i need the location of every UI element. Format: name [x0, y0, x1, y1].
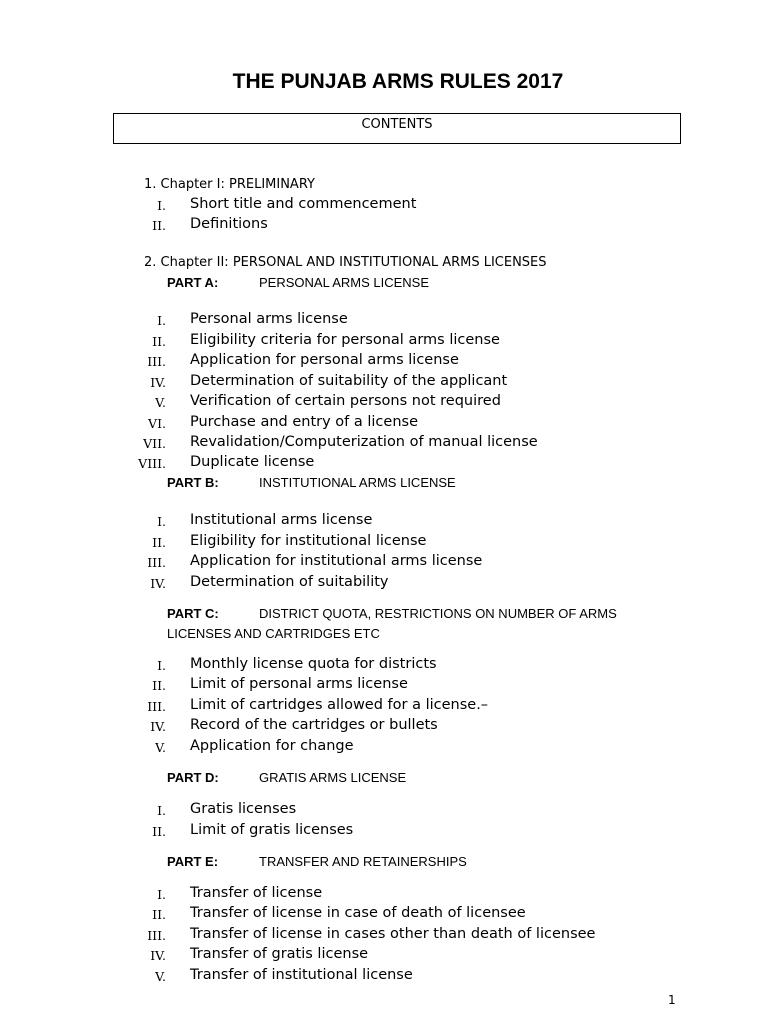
item-text: Duplicate license — [190, 454, 315, 470]
item-number: VII. — [143, 436, 166, 451]
item-text: Gratis licenses — [190, 801, 297, 817]
item-text: Transfer of license in case of death of licensee — [190, 905, 526, 921]
part-title: INSTITUTIONAL ARMS LICENSE — [259, 475, 456, 490]
item-number: V. — [155, 395, 166, 410]
item-text: Determination of suitability of the applicant — [190, 373, 508, 389]
item-number: I. — [157, 514, 166, 529]
item-number: I. — [157, 313, 166, 328]
item-number: II. — [152, 907, 166, 922]
item-text: Eligibility for institutional license — [190, 533, 427, 549]
part-e-heading — [167, 854, 467, 869]
item-text: Personal arms license — [190, 311, 348, 327]
part-title: DISTRICT QUOTA, RESTRICTIONS ON NUMBER OF ARMS — [259, 606, 617, 621]
item-number: IV. — [150, 948, 166, 963]
item-number: I. — [157, 198, 166, 213]
item-number: VIII. — [138, 456, 166, 471]
item-number: V. — [155, 740, 166, 755]
item-number: I. — [157, 658, 166, 673]
item-number: IV. — [150, 576, 166, 591]
item-text: Revalidation/Computerization of manual license — [190, 434, 538, 450]
item-text: Purchase and entry of a license — [190, 414, 418, 430]
item-text: Record of the cartridges or bullets — [190, 717, 438, 733]
contents-label: CONTENTS — [361, 117, 433, 132]
part-b-heading — [167, 475, 456, 490]
item-number: IV. — [150, 375, 166, 390]
item-text: Transfer of license — [190, 885, 323, 901]
part-label: PART D: — [167, 770, 219, 785]
part-label: PART B: — [167, 475, 219, 490]
part-label: PART E: — [167, 854, 219, 869]
chapter-2-heading: 2. Chapter II: PERSONAL AND INSTITUTIONAL ARMS LICENSES — [144, 255, 547, 270]
item-number: III. — [147, 354, 166, 369]
item-text: Monthly license quota for districts — [190, 656, 437, 672]
item-text: Verification of certain persons not required — [190, 393, 501, 409]
item-number: II. — [152, 678, 166, 693]
item-number: V. — [155, 969, 166, 984]
page-number: 1 — [668, 993, 676, 1007]
item-text: Short title and commencement — [190, 196, 417, 212]
item-number: II. — [152, 824, 166, 839]
item-text: Limit of personal arms license — [190, 676, 408, 692]
item-number: II. — [152, 334, 166, 349]
part-label: PART A: — [167, 275, 219, 290]
item-number: VI. — [148, 416, 166, 431]
item-number: IV. — [150, 719, 166, 734]
part-title: TRANSFER AND RETAINERSHIPS — [259, 854, 467, 869]
item-number: II. — [152, 218, 166, 233]
item-text: Transfer of institutional license — [190, 967, 413, 983]
part-label: PART C: — [167, 606, 219, 621]
item-text: Application for personal arms license — [190, 352, 459, 368]
item-text: Definitions — [190, 216, 268, 232]
document-title: THE PUNJAB ARMS RULES 2017 — [232, 70, 564, 93]
item-text: Eligibility criteria for personal arms license — [190, 332, 500, 348]
item-number: I. — [157, 803, 166, 818]
item-number: III. — [147, 928, 166, 943]
item-text: Limit of cartridges allowed for a license.– — [190, 697, 489, 713]
item-number: II. — [152, 535, 166, 550]
part-title: PERSONAL ARMS LICENSE — [259, 275, 430, 290]
part-d-heading — [167, 770, 406, 785]
item-number: III. — [147, 555, 166, 570]
item-text: Determination of suitability — [190, 574, 389, 590]
part-title: GRATIS ARMS LICENSE — [259, 770, 407, 785]
chapter-1-heading: 1. Chapter I: PRELIMINARY — [144, 177, 315, 192]
item-number: III. — [147, 699, 166, 714]
item-text: Application for institutional arms license — [190, 553, 483, 569]
item-text: Limit of gratis licenses — [190, 822, 354, 838]
item-text: Transfer of license in cases other than death of licensee — [190, 926, 596, 942]
item-text: Institutional arms license — [190, 512, 373, 528]
item-text: Application for change — [190, 738, 354, 754]
part-a-heading — [167, 275, 429, 290]
part-c-heading — [167, 606, 617, 621]
item-number: I. — [157, 887, 166, 902]
item-text: Transfer of gratis license — [190, 946, 369, 962]
contents-box — [113, 113, 681, 144]
part-c-title-continuation: LICENSES AND CARTRIDGES ETC — [167, 626, 380, 641]
